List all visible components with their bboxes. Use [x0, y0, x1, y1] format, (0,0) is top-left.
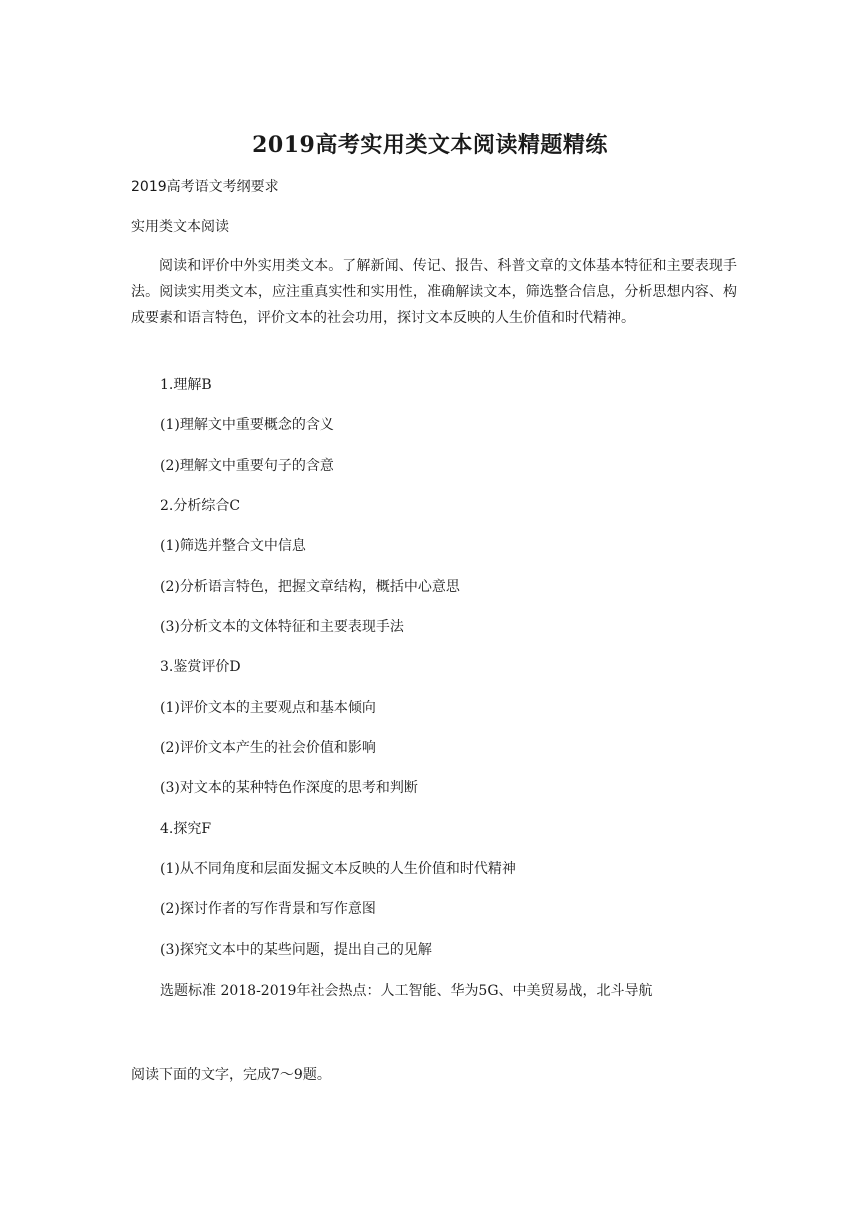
list-item: 1.理解B: [160, 377, 212, 393]
list-item: (3)探究文本中的某些问题，提出自己的见解: [160, 942, 432, 958]
reading-instruction: 阅读下面的文字，完成7～9题。: [131, 1067, 331, 1083]
list-item: (2)理解文中重要句子的含意: [160, 458, 334, 474]
list-item: (2)评价文本产生的社会价值和影响: [160, 740, 376, 756]
list-item: (2)分析语言特色，把握文章结构，概括中心意思: [160, 579, 460, 595]
list-item: (3)对文本的某种特色作深度的思考和判断: [160, 780, 418, 796]
list-item: (2)探讨作者的写作背景和写作意图: [160, 901, 376, 917]
intro-paragraph: 阅读和评价中外实用类文本。了解新闻、传记、报告、科普文章的文体基本特征和主要表现手法。阅读实用类文本，应注重真实性和实用性，准确解读文本，筛选整合信息，分析思想内容、构成要素和语言特色，评价文本的社会功用，探讨文本反映的人生价值和时代精神。: [131, 258, 737, 326]
list-item: 4.探究F: [160, 821, 212, 837]
list-item: 3.鉴赏评价D: [160, 659, 241, 675]
syllabus-heading: 2019高考语文考纲要求: [131, 179, 279, 195]
list-item: (1)理解文中重要概念的含义: [160, 417, 334, 433]
document-title: 2019高考实用类文本阅读精题精练: [252, 132, 608, 158]
list-item: (1)评价文本的主要观点和基本倾向: [160, 700, 376, 716]
list-item: (1)从不同角度和层面发掘文本反映的人生价值和时代精神: [160, 861, 516, 877]
list-item: 2.分析综合C: [160, 498, 241, 514]
list-item: (3)分析文本的文体特征和主要表现手法: [160, 619, 404, 635]
section-heading: 实用类文本阅读: [131, 219, 229, 235]
topic-standard: 选题标准 2018-2019年社会热点：人工智能、华为5G、中美贸易战，北斗导航: [160, 983, 653, 999]
list-item: (1)筛选并整合文中信息: [160, 538, 306, 554]
